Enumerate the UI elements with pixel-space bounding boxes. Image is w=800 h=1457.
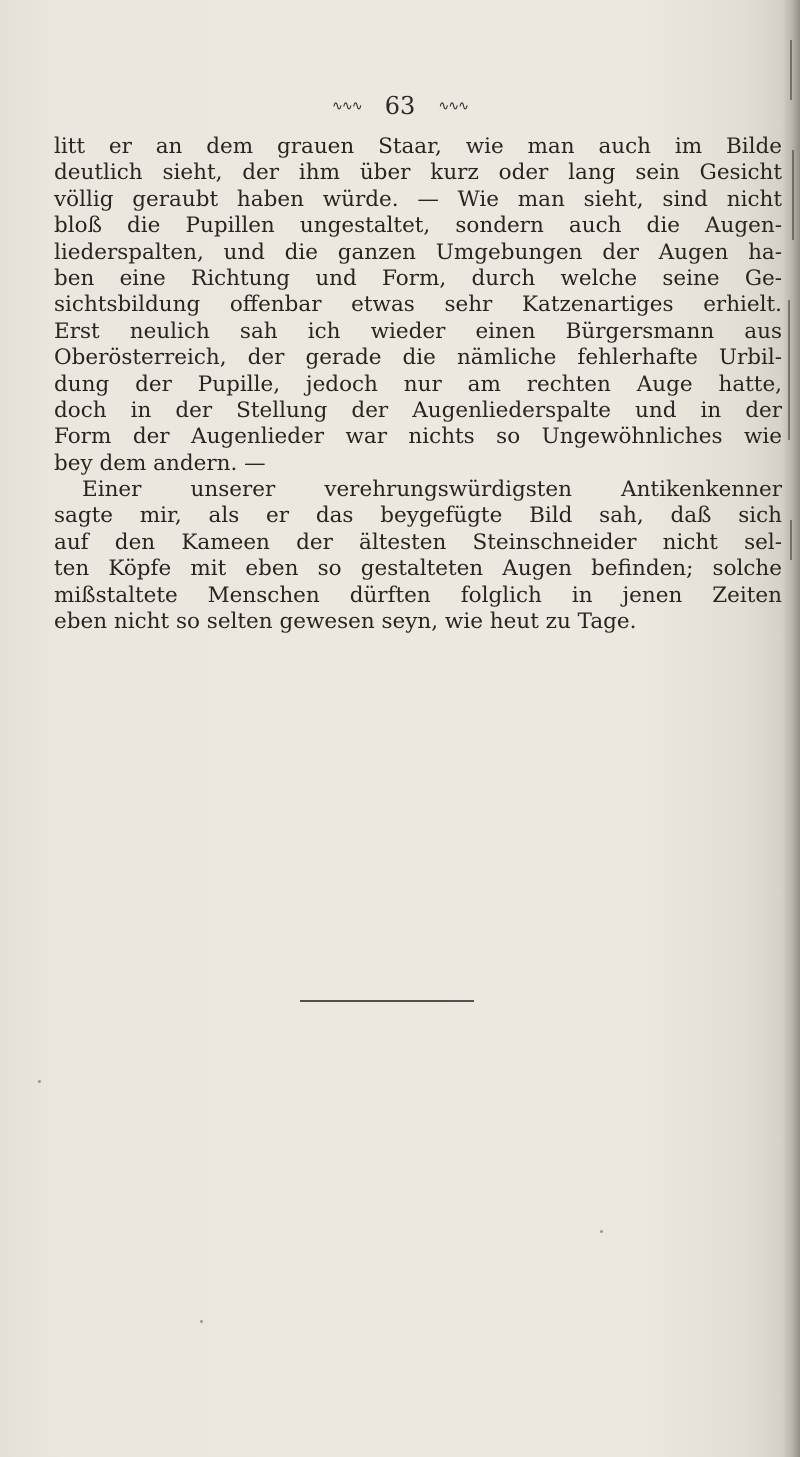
text-line: sagte mir, als er das beygefügte Bild sah, daß sich [54,503,782,529]
paper-speck [200,1320,203,1323]
text-line: bey dem andern. — [54,450,266,476]
text-line: sichtsbildung offenbar etwas sehr Katzenartiges erhielt. [54,292,782,318]
text-line: auf den Kameen der ältesten Steinschneider nicht sel- [54,529,782,555]
text-line: bloß die Pupillen ungestaltet, sondern auch die Augen- [54,213,782,239]
page-edge-mark [788,300,790,440]
ornament-left: ∿∿∿ [331,98,362,114]
page-edge-mark [790,40,792,100]
text-line: Einer unserer verehrungswürdigsten Antikenkenner [82,477,782,503]
text-line: Form der Augenlieder war nichts so Ungewöhnliches wie [54,424,782,450]
text-line: liederspalten, und die ganzen Umgebungen der Augen ha- [54,239,782,265]
text-line: Erst neulich sah ich wieder einen Bürgersmann aus [54,318,782,344]
text-line: litt er an dem grauen Staar, wie man auch im Bilde [54,134,782,159]
text-line: eben nicht so selten gewesen seyn, wie heut zu Tage. [54,609,637,635]
text-line: deutlich sieht, der ihm über kurz oder lang sein Gesicht [54,160,782,186]
text-line: doch in der Stellung der Augenliederspalte und in der [54,397,782,423]
paper-speck [38,1080,41,1083]
text-line: ten Köpfe mit eben so gestalteten Augen befinden; solche [54,556,782,582]
text-line: Oberösterreich, der gerade die nämliche fehlerhafte Urbil- [54,345,782,371]
binding-edge [782,0,800,1457]
body-text [54,134,782,635]
page-header [0,92,800,120]
text-line: dung der Pupille, jedoch nur am rechten Auge hatte, [54,371,782,397]
page-number: 63 [384,92,416,120]
section-rule [300,1000,474,1002]
page-edge-mark [790,520,792,560]
text-line: mißstaltete Menschen dürften folglich in jenen Zeiten [54,582,782,608]
text-line: ben eine Richtung und Form, durch welche seine Ge- [54,265,782,291]
ornament-right: ∿∿∿ [438,98,469,114]
paper-speck [600,1230,603,1233]
page-edge-mark [792,150,794,240]
text-line: völlig geraubt haben würde. — Wie man sieht, sind nicht [54,186,782,212]
